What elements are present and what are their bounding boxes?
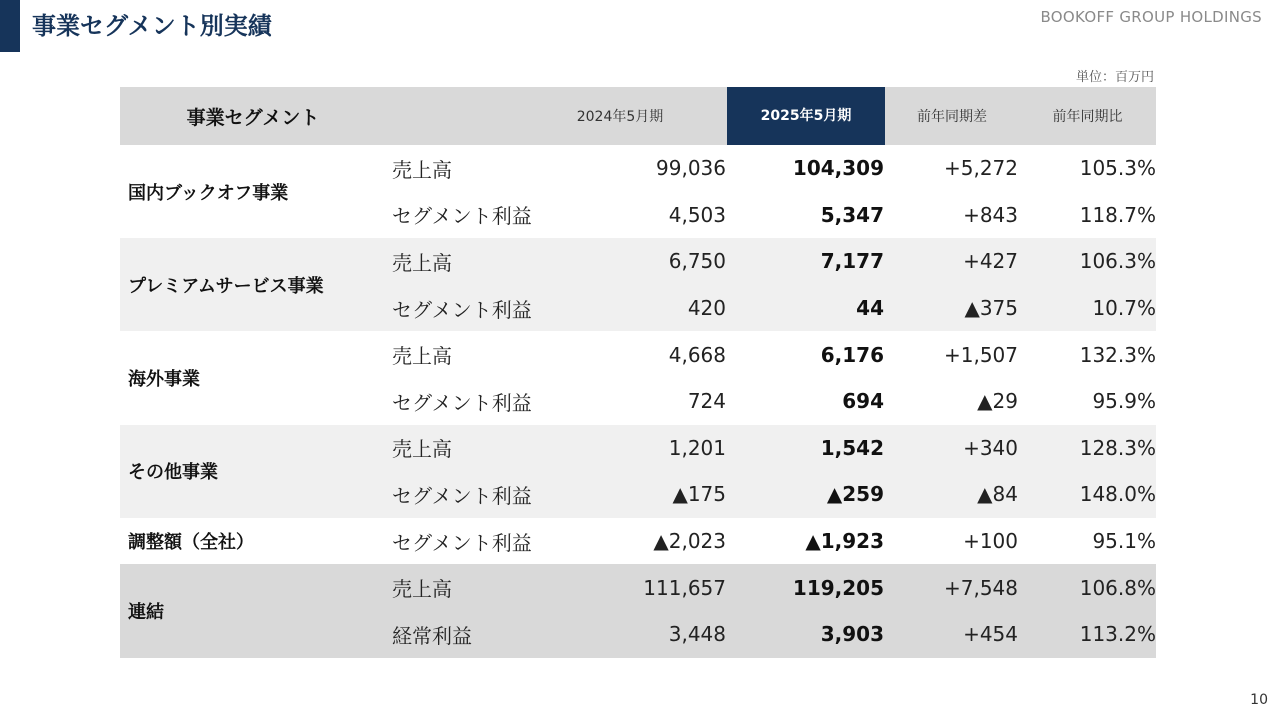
header-segment: 事業セグメント	[186, 106, 320, 129]
table-row	[382, 518, 1156, 565]
diff-value: +5,272	[943, 156, 1018, 181]
unit-label: 単位：百万円	[1075, 70, 1154, 85]
metric-label: セグメント利益	[392, 204, 532, 229]
title-accent-bar	[0, 0, 20, 52]
segment-name: 連結	[128, 601, 164, 623]
metric-label: セグメント利益	[392, 390, 532, 415]
metric-label: セグメント利益	[392, 483, 532, 508]
current-value: 119,205	[792, 575, 884, 600]
current-value: 1,542	[820, 435, 884, 460]
prev-value: 4,503	[668, 202, 726, 227]
ratio-value: 95.9%	[1092, 389, 1156, 414]
metric-label: 売上高	[392, 577, 452, 602]
current-value: ▲1,923	[805, 529, 884, 554]
prev-value: 724	[687, 389, 726, 414]
table-row	[382, 192, 1156, 239]
header-current-year: 2025年5月期	[727, 87, 885, 145]
segment-name: プレミアムサービス事業	[128, 275, 324, 297]
segment-group	[120, 518, 1156, 565]
current-value: 3,903	[820, 622, 884, 647]
current-value: 6,176	[820, 342, 884, 367]
metric-label: 経常利益	[392, 623, 472, 648]
consolidated-group	[120, 564, 1156, 657]
page-title: 事業セグメント別実績	[32, 12, 272, 40]
table-row	[382, 285, 1156, 332]
current-value: 5,347	[820, 202, 884, 227]
segment-group	[120, 331, 1156, 424]
prev-value: 111,657	[643, 575, 726, 600]
diff-value: +454	[963, 622, 1018, 647]
table-row	[382, 145, 1156, 192]
prev-value: 1,201	[668, 435, 726, 460]
prev-value: ▲2,023	[653, 529, 726, 554]
table-row	[382, 238, 1156, 285]
prev-value: 99,036	[656, 156, 726, 181]
current-value: 44	[856, 296, 884, 321]
diff-value: ▲29	[977, 389, 1018, 414]
segment-name: その他事業	[128, 462, 218, 484]
segment-group	[120, 145, 1156, 238]
ratio-value: 148.0%	[1079, 482, 1156, 507]
current-value: 7,177	[820, 249, 884, 274]
header-prev-year: 2024年5月期	[576, 109, 664, 125]
ratio-value: 105.3%	[1079, 156, 1156, 181]
segment-name: 調整額（全社）	[128, 532, 254, 554]
segment-name: 海外事業	[128, 368, 200, 390]
segment-results-table	[120, 87, 1156, 658]
ratio-value: 95.1%	[1092, 529, 1156, 554]
metric-label: 売上高	[392, 157, 452, 182]
segment-group	[120, 425, 1156, 518]
ratio-value: 118.7%	[1079, 202, 1156, 227]
diff-value: ▲84	[977, 482, 1018, 507]
prev-value: 6,750	[668, 249, 726, 274]
metric-label: 売上高	[392, 250, 452, 275]
metric-label: セグメント利益	[392, 530, 532, 555]
metric-label: 売上高	[392, 437, 452, 462]
diff-value: ▲375	[964, 296, 1018, 321]
diff-value: +100	[963, 529, 1018, 554]
table-row	[382, 611, 1156, 658]
current-value: 104,309	[792, 156, 884, 181]
ratio-value: 10.7%	[1092, 296, 1156, 321]
table-row	[382, 564, 1156, 611]
ratio-value: 106.3%	[1079, 249, 1156, 274]
diff-value: +843	[963, 202, 1018, 227]
ratio-value: 113.2%	[1079, 622, 1156, 647]
table-row	[382, 471, 1156, 518]
diff-value: +7,548	[943, 575, 1018, 600]
diff-value: +1,507	[943, 342, 1018, 367]
table-row	[382, 378, 1156, 425]
prev-value: 420	[687, 296, 726, 321]
prev-value: 3,448	[668, 622, 726, 647]
metric-label: セグメント利益	[392, 297, 532, 322]
table-row	[382, 331, 1156, 378]
page-number: 10	[1250, 692, 1268, 708]
segment-name: 国内ブックオフ事業	[128, 182, 289, 204]
table-header	[120, 87, 1156, 145]
header-ratio: 前年同期比	[1052, 109, 1123, 125]
diff-value: +340	[963, 435, 1018, 460]
metric-label: 売上高	[392, 344, 452, 369]
company-name: BOOKOFF GROUP HOLDINGS	[1040, 8, 1262, 26]
segment-group	[120, 238, 1156, 331]
ratio-value: 106.8%	[1079, 575, 1156, 600]
current-value: 694	[842, 389, 884, 414]
diff-value: +427	[963, 249, 1018, 274]
prev-value: 4,668	[668, 342, 726, 367]
header-diff: 前年同期差	[917, 109, 987, 125]
prev-value: ▲175	[672, 482, 726, 507]
table-row	[382, 425, 1156, 472]
ratio-value: 128.3%	[1079, 435, 1156, 460]
current-value: ▲259	[826, 482, 884, 507]
ratio-value: 132.3%	[1079, 342, 1156, 367]
